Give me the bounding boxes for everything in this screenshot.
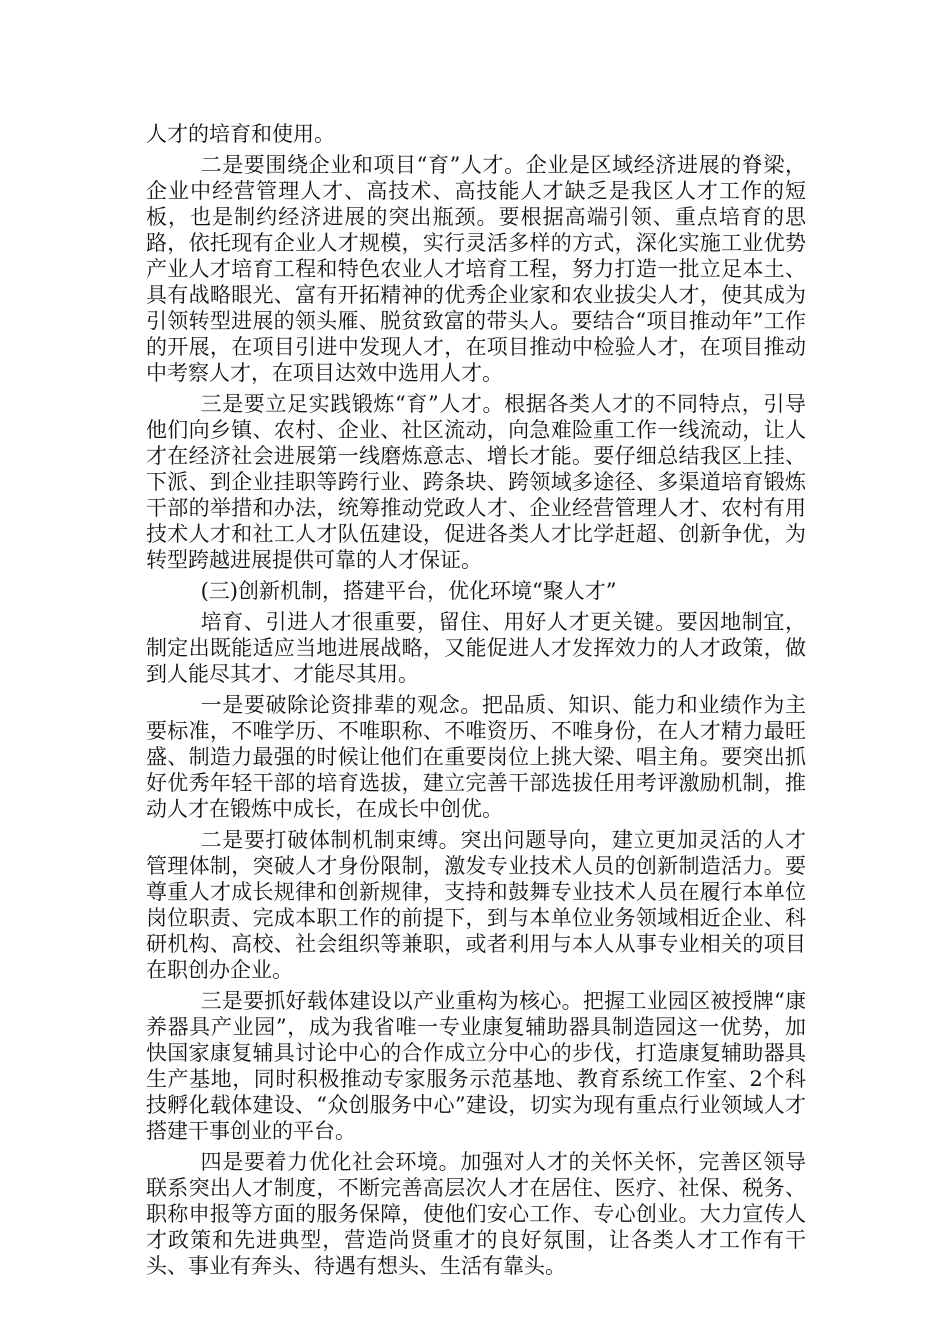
paragraph-social-environment: 四是要着力优化社会环境。加强对人才的关怀关怀，完善区领导联系突出人才制度，不断完善高层次人才在居住、医疗、社保、税务、职称申报等方面的服务保障，使他们安心工作、专心创业。大力宣传人才政策和先进典型，营造尚贤重才的良好氛围，让各类人才工作有干头、事业有奔头、待遇有想头、生活有靠头。 (146, 1150, 806, 1278)
section-heading-gather-talent: (三)创新机制，搭建平台，优化环境“聚人才” (200, 579, 617, 603)
paragraph-break-seniority: 一是要破除论资排辈的观念。把品质、知识、能力和业绩作为主要标准，不唯学历、不唯职称、不唯资历、不唯身份，在人才精力最旺盛、制造力最强的时候让他们在重要岗位上挑大梁、唱主角。要突出抓好优秀年轻干部的培育选拔，建立完善干部选拔任用考评激励机制，推动人才在锻炼中成长，在成长中创优。 (146, 693, 806, 821)
paragraph-practice-training-talent: 三是要立足实践锻炼“育”人才。根据各类人才的不同特点，引导他们向乡镇、农村、企业、社区流动，向急难险重工作一线流动，让人才在经济社会进展第一线磨炼意志、增长才能。要仔细总结我区上挂、下派、到企业挂职等跨行业、跨条块、跨领域多途径、多渠道培育锻炼干部的举措和办法，统筹推动党政人才、企业经营管理人才、农村有用技术人才和社工人才队伍建设，促进各类人才比学赶超、创新争优，为转型跨越进展提供可靠的人才保证。 (146, 392, 806, 572)
paragraph-carrier-construction: 三是要抓好载体建设以产业重构为核心。把握工业园区被授牌“康养器具产业园”，成为我省唯一专业康复辅助器具制造园这一优势，加快国家康复辅具讨论中心的合作成立分中心的步伐，打造康复辅助器具生产基地，同时积极推动专家服务示范基地、教育系统工作室、2个科技孵化载体建设、“众创服务中心”建设，切实为现有重点行业领域人才搭建干事创业的平台。 (146, 989, 806, 1143)
paragraph-continuation: 人才的培育和使用。 (146, 122, 335, 146)
document-body (146, 121, 806, 1284)
paragraph-break-system-constraints: 二是要打破体制机制束缚。突出问题导向，建立更加灵活的人才管理体制，突破人才身份限制，激发专业技术人员的创新制造活力。要尊重人才成长规律和创新规律，支持和鼓舞专业技术人员在履行本单位岗位职责、完成本职工作的前提下，到与本单位业务领域相近企业、科研机构、高校、社会组织等兼职，或者利用与本人从事专业相关的项目在职创办企业。 (146, 828, 806, 982)
paragraph-enterprise-project-talent: 二是要围绕企业和项目“育”人才。企业是区域经济进展的脊梁，企业中经营管理人才、高技术、高技能人才缺乏是我区人才工作的短板，也是制约经济进展的突出瓶颈。要根据高端引领、重点培育的思路，依托现有企业人才规模，实行灵活多样的方式，深化实施工业优势产业人才培育工程和特色农业人才培育工程，努力打造一批立足本土、具有战略眼光、富有开拓精神的优秀企业家和农业拔尖人才，使其成为引领转型进展的领头雁、脱贫致富的带头人。要结合“项目推动年”工作的开展，在项目引进中发现人才，在项目推动中检验人才，在项目推动中考察人才，在项目达效中选用人才。 (146, 153, 806, 385)
paragraph-retain-talent: 培育、引进人才很重要，留住、用好人才更关键。要因地制宜，制定出既能适应当地进展战略，又能促进人才发挥效力的人才政策，做到人能尽其才、才能尽其用。 (146, 610, 806, 686)
